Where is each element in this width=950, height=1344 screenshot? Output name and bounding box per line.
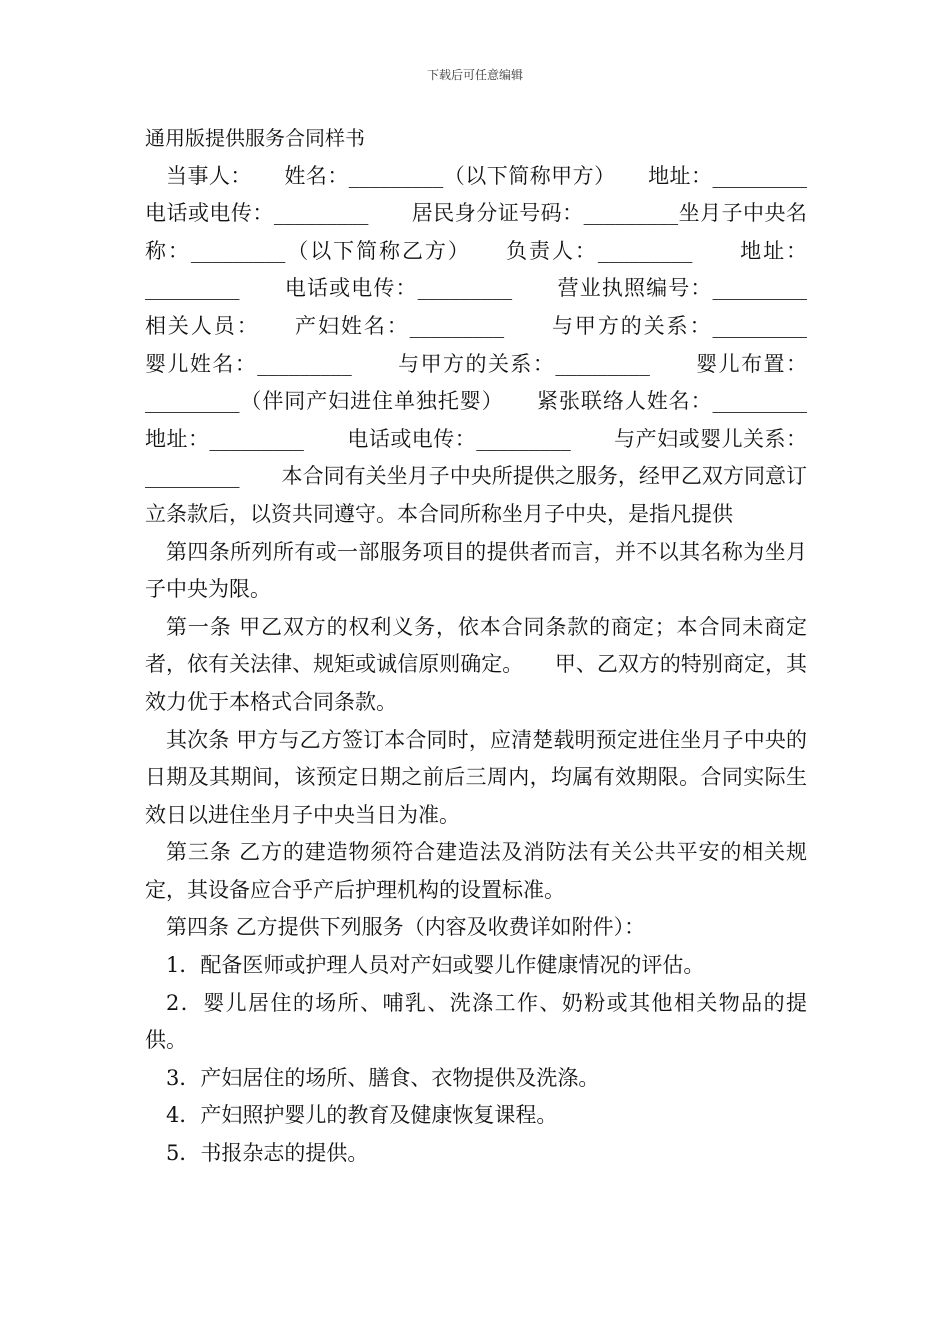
service-item-1: 1．配备医师或护理人员对产妇或婴儿作健康情况的评估。	[166, 953, 705, 978]
article-3: 第三条 乙方的建造物须符合建造法及消防法有关公共平安的相关规定，其设备应合乎产后护理机构的设置标准。	[145, 840, 807, 902]
article-2: 其次条 甲方与乙方签订本合同时，应清楚载明预定进住坐月子中央的日期及其期间，该预定日期之前后三周内，均属有效期限。合同实际生效日以进住坐月子中央当日为准。	[145, 727, 807, 827]
page-header-note: 下载后可任意编辑	[426, 68, 523, 82]
contract-body	[145, 120, 849, 1173]
service-item-5: 5．书报杂志的提供。	[166, 1141, 369, 1166]
service-item-3: 3．产妇居住的场所、膳食、衣物提供及洗涤。	[166, 1065, 600, 1090]
parties-paragraph: 当事人： 姓名：_________（以下简称甲方） 地址：_________ 电话或电传：_________ 居民身分证号码：_________坐月子中央名称：_________（以下简称乙方） 负责人：_________ 地址：_________ 电话或电传：_________ 营业执照编号：_________ 相关人员： 产妇姓名：_________ 与甲方的关系：_________ 婴儿姓名：_________ 与甲方的关系：_________ 婴儿布置：_________（伴同产妇进住单独托婴） 紧张联络人姓名：_________ 地址：_________ 电话或电传：_________ 与产妇或婴儿关系：_________ 本合同有关坐月子中央所提供之服务，经甲乙双方同意订立条款后，以资共同遵守。本合同所称坐月子中央，是指凡提供	[145, 163, 849, 526]
article-4: 第四条 乙方提供下列服务（内容及收费详如附件）：	[166, 915, 646, 940]
service-item-2: 2．婴儿居住的场所、哺乳、洗涤工作、奶粉或其他相关物品的提供。	[145, 990, 807, 1053]
service-item-4: 4．产妇照护婴儿的教育及健康恢复课程。	[166, 1103, 558, 1128]
document-title: 通用版提供服务合同样书	[145, 126, 365, 150]
scope-paragraph: 第四条所列所有或一部服务项目的提供者而言，并不以其名称为坐月子中央为限。	[145, 539, 807, 602]
article-1: 第一条 甲乙双方的权利义务，依本合同条款的商定；本合同未商定者，依有关法律、规矩或诚信原则确定。 甲、乙双方的特别商定，其效力优于本格式合同条款。	[145, 614, 807, 714]
